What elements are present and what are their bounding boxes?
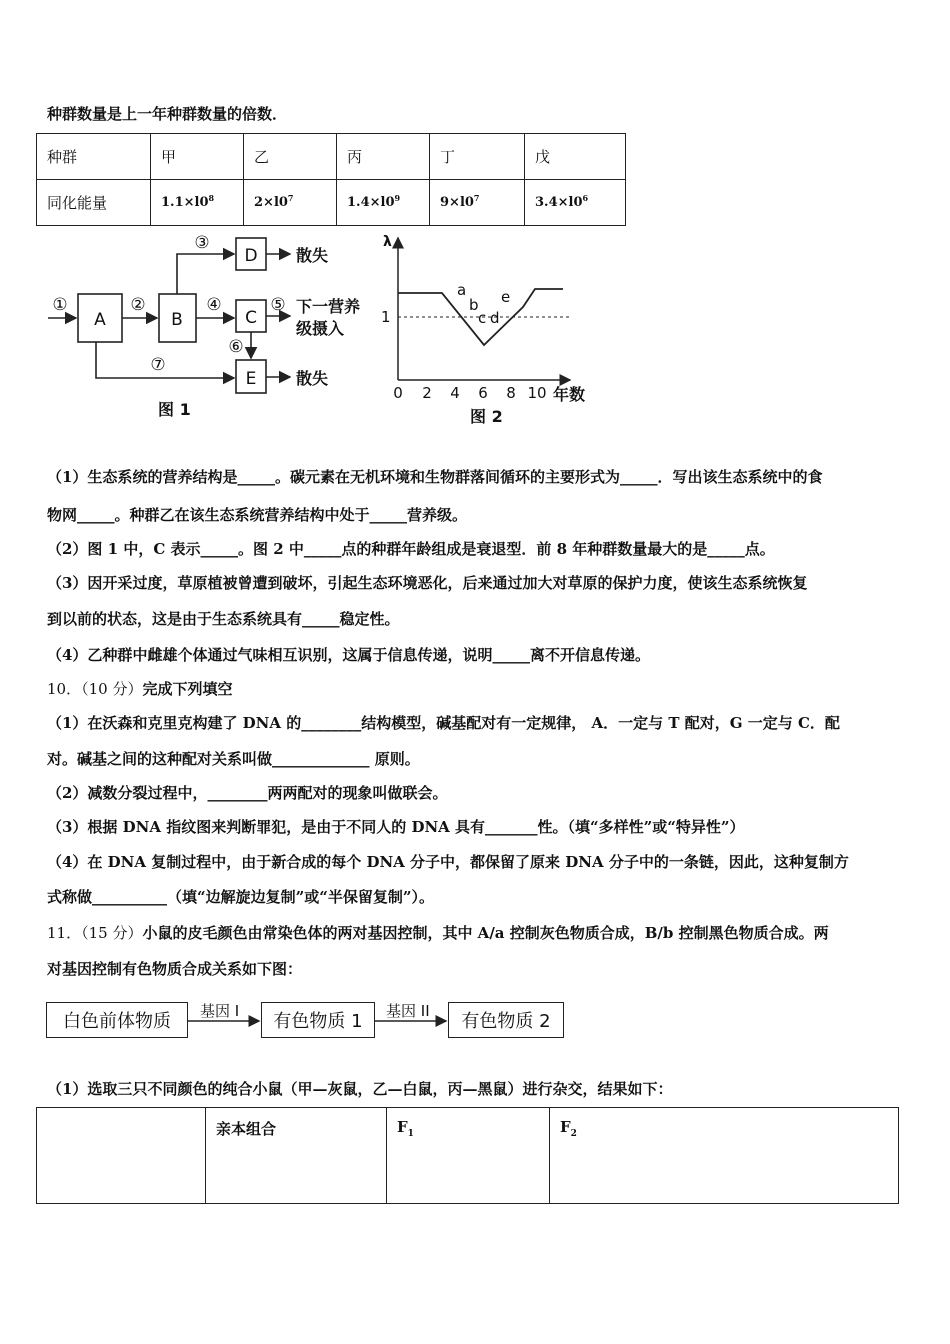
q9-line-1: （1）生态系统的营养结构是_____。碳元素在无机环境和生物群落间循环的主要形式为_____．写出该生态系统中的食 <box>47 468 823 486</box>
table-header: 种群 <box>37 134 151 180</box>
figure-2-lambda-chart <box>375 230 605 430</box>
q9-line-3: （2）图 1 中，C 表示_____。图 2 中_____点的种群年龄组成是衰退型．前 8 年种群数量最大的是_____点。 <box>47 540 775 558</box>
y-axis-label: λ <box>383 234 392 250</box>
table-header: 亲本组合 <box>206 1108 387 1204</box>
box-c-label: C <box>245 308 257 328</box>
point-b: b <box>469 296 479 314</box>
table-header: $F_1$ <box>387 1108 550 1204</box>
q10-line-5: （4）在 DNA 复制过程中，由于新合成的每个 DNA 分子中，都保留了原来 DNA 分子中的一条链，因此，这种复制方 <box>47 853 849 871</box>
q10-line-2: 对。碱基之间的这种配对关系叫做_____________ 原则。 <box>47 750 420 768</box>
table-cell: $9\times l0^7$ <box>430 180 525 226</box>
x-tick: 2 <box>422 384 432 402</box>
figure-2-caption: 图 2 <box>470 407 503 426</box>
y-tick-1: 1 <box>381 308 391 326</box>
point-a: a <box>457 281 467 299</box>
q11-line-2: 对基因控制有色物质合成关系如下图： <box>47 960 303 978</box>
figure-1-caption: 图 1 <box>158 400 191 419</box>
marker-4: ④ <box>206 295 222 315</box>
table-header: $F_2$ <box>550 1108 899 1204</box>
q11-number: 11．（15 分） <box>47 924 143 942</box>
marker-6: ⑥ <box>228 337 244 357</box>
box-d-label: D <box>244 246 258 266</box>
marker-5: ⑤ <box>270 295 286 315</box>
loss-label: 散失 <box>296 246 329 265</box>
q10-line-1: （1）在沃森和克里克构建了 DNA 的________结构模型，碱基配对有一定规律， A．一定与 T 配对，G 一定与 C．配 <box>47 714 840 732</box>
flow-white-precursor: 白色前体物质 <box>46 1002 188 1038</box>
q10-line-4: （3）根据 DNA 指纹图来判断罪犯，是由于不同人的 DNA 具有_______性。（填“多样性”或“特异性”） <box>47 818 745 836</box>
q10-line-3: （2）减数分裂过程中，________两两配对的现象叫做联会。 <box>47 784 448 802</box>
q9-line-5: 到以前的状态，这是由于生态系统具有_____稳定性。 <box>47 610 400 628</box>
table-header: 戊 <box>525 134 626 180</box>
point-c: c <box>478 309 487 327</box>
q10-title: 完成下列填空 <box>142 680 233 698</box>
x-tick: 6 <box>478 384 488 402</box>
q11-line-3: （1）选取三只不同颜色的纯合小鼠（甲—灰鼠，乙—白鼠，丙—黑鼠）进行杂交，结果如下： <box>47 1080 673 1098</box>
cross-table <box>36 1107 899 1204</box>
next-level-label-1: 下一营养 <box>296 297 361 316</box>
marker-7: ⑦ <box>150 355 166 375</box>
table-header: 乙 <box>244 134 337 180</box>
table-cell: $1.1\times l0^8$ <box>151 180 244 226</box>
flow-pigment-1: 有色物质 1 <box>261 1002 375 1038</box>
loss-label: 散失 <box>296 369 329 388</box>
figure-1-energy-flow <box>40 230 380 430</box>
intro-text: 种群数量是上一年种群数量的倍数． <box>47 105 288 123</box>
table-cell: $2\times l0^7$ <box>244 180 337 226</box>
q9-line-2: 物网_____。种群乙在该生态系统营养结构中处于_____营养级。 <box>47 506 468 524</box>
marker-3: ③ <box>194 233 210 253</box>
table-cell: $3.4\times l0^6$ <box>525 180 626 226</box>
next-level-label-2: 级摄入 <box>296 319 345 338</box>
q9-line-6: （4）乙种群中雌雄个体通过气味相互识别，这属于信息传递，说明_____离不开信息传递。 <box>47 646 650 664</box>
x-tick: 0 <box>393 384 403 402</box>
x-tick: 10 <box>527 384 547 402</box>
q10-number: 10．（10 分） <box>47 680 143 698</box>
table-header <box>37 1108 206 1204</box>
table-cell: $1.4\times l0^9$ <box>337 180 430 226</box>
table-header: 丁 <box>430 134 525 180</box>
q10-heading <box>47 678 232 699</box>
x-tick: 8 <box>506 384 516 402</box>
point-d: d <box>490 309 500 327</box>
marker-2: ② <box>130 295 146 315</box>
q9-line-4: （3）因开采过度，草原植被曾遭到破坏，引起生态环境恶化，后来通过加大对草原的保护力度，使该生态系统恢复 <box>47 574 808 592</box>
flow-arrows <box>186 1010 456 1030</box>
q10-line-6: 式称做__________（填“边解旋边复制”或“半保留复制”）。 <box>47 888 435 906</box>
point-e: e <box>501 288 511 306</box>
x-tick: 4 <box>450 384 460 402</box>
box-e-label: E <box>245 369 257 389</box>
box-b-label: B <box>171 310 183 330</box>
table-header: 丙 <box>337 134 430 180</box>
gene-2-label: 基因 II <box>386 1002 430 1020</box>
energy-table <box>36 133 626 226</box>
marker-1: ① <box>52 295 68 315</box>
row-label: 同化能量 <box>37 180 151 226</box>
flow-pigment-2: 有色物质 2 <box>448 1002 564 1038</box>
x-axis-unit: 年数 <box>553 385 586 404</box>
q11-line-1: 11．（15 分）小鼠的皮毛颜色由常染色体的两对基因控制，其中 A/a 控制灰色物质合成，B/b 控制黑色物质合成。两 <box>47 924 829 942</box>
table-header: 甲 <box>151 134 244 180</box>
gene-1-label: 基因 I <box>200 1002 240 1020</box>
box-a-label: A <box>94 310 106 330</box>
